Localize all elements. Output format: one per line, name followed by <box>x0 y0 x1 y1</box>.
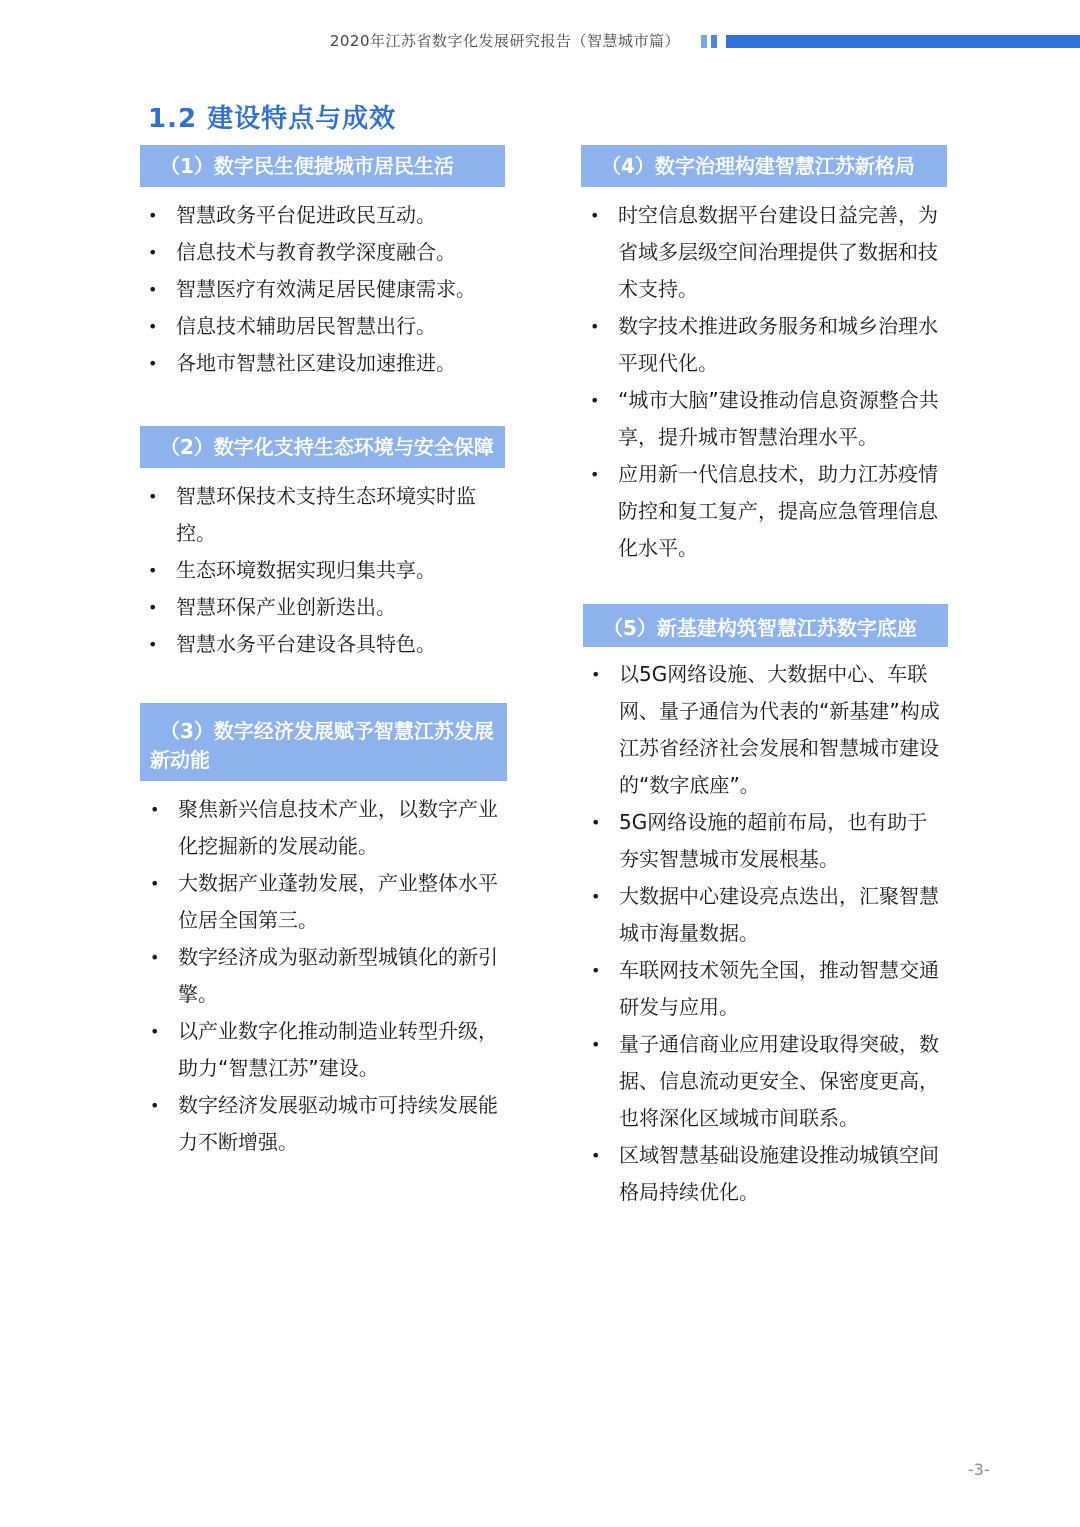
list-item: • 生态环境数据实现归集共享。 <box>148 552 500 589</box>
topic-box-1-list <box>148 197 498 382</box>
topic-box-5-heading-text: （5）新基建构筑智慧江苏数字底座 <box>603 616 917 640</box>
list-item: • 智慧环保技术支持生态环境实时监控。 <box>148 478 500 552</box>
list-item: • 智慧医疗有效满足居民健康需求。 <box>148 271 498 308</box>
list-item: • 智慧政务平台促进政民互动。 <box>148 197 498 234</box>
list-item: • 大数据产业蓬勃发展，产业整体水平位居全国第三。 <box>150 865 502 939</box>
topic-box-2-heading-text: （2）数字化支持生态环境与安全保障 <box>160 435 494 459</box>
topic-box-2-list <box>148 478 500 663</box>
list-item: • 智慧水务平台建设各具特色。 <box>148 626 500 663</box>
list-item: • 应用新一代信息技术，助力江苏疫情防控和复工复产，提高应急管理信息化水平。 <box>590 456 942 567</box>
list-item: • 信息技术与教育教学深度融合。 <box>148 234 498 271</box>
topic-box-5-list <box>591 656 943 1211</box>
topic-box-4-heading-text: （4）数字治理构建智慧江苏新格局 <box>601 154 915 178</box>
list-item: • 5G网络设施的超前布局，也有助于夯实智慧城市发展根基。 <box>591 804 943 878</box>
list-item: • 以产业数字化推动制造业转型升级，助力“智慧江苏”建设。 <box>150 1013 502 1087</box>
list-item: • 车联网技术领先全国，推动智慧交通研发与应用。 <box>591 952 943 1026</box>
list-item: • 数字经济成为驱动新型城镇化的新引擎。 <box>150 939 502 1013</box>
list-item: • 信息技术辅助居民智慧出行。 <box>148 308 498 345</box>
list-item: • 时空信息数据平台建设日益完善，为省域多层级空间治理提供了数据和技术支持。 <box>590 197 942 308</box>
list-item: • 智慧环保产业创新迭出。 <box>148 589 500 626</box>
list-item: • 各地市智慧社区建设加速推进。 <box>148 345 498 382</box>
list-item: • 量子通信商业应用建设取得突破，数据、信息流动更安全、保密度更高，也将深化区域城市间联系。 <box>591 1026 943 1137</box>
topic-box-1-heading <box>140 145 505 187</box>
topic-box-2-heading <box>140 426 505 468</box>
topic-box-3-list <box>150 791 502 1161</box>
header-accent-bar-small <box>701 35 707 48</box>
list-item: • 数字经济发展驱动城市可持续发展能力不断增强。 <box>150 1087 502 1161</box>
list-item: • 数字技术推进政务服务和城乡治理水平现代化。 <box>590 308 942 382</box>
list-item: • 区域智慧基础设施建设推动城镇空间格局持续优化。 <box>591 1137 943 1211</box>
list-item: • 大数据中心建设亮点迭出，汇聚智慧城市海量数据。 <box>591 878 943 952</box>
topic-box-5-heading <box>583 604 948 647</box>
list-item: • “城市大脑”建设推动信息资源整合共享，提升城市智慧治理水平。 <box>590 382 942 456</box>
topic-box-3-heading-line1: （3）数字经济发展赋予智慧江苏发展 <box>160 719 494 743</box>
topic-box-4-heading <box>581 145 947 187</box>
topic-box-3-heading-line2: 新动能 <box>150 748 210 772</box>
report-header-title: 2020年江苏省数字化发展研究报告（智慧城市篇） <box>329 32 680 50</box>
topic-box-3-heading <box>140 703 507 781</box>
header-accent-bar-medium <box>711 35 717 48</box>
topic-box-1-heading-text: （1）数字民生便捷城市居民生活 <box>160 154 454 178</box>
topic-box-4-list <box>590 197 942 567</box>
list-item: • 以5G网络设施、大数据中心、车联网、量子通信为代表的“新基建”构成江苏省经济社会发展和智慧城市建设的“数字底座”。 <box>591 656 943 804</box>
section-title: 1.2 建设特点与成效 <box>148 104 397 134</box>
list-item: • 聚焦新兴信息技术产业，以数字产业化挖掘新的发展动能。 <box>150 791 502 865</box>
header-accent-bar-long <box>726 35 1080 48</box>
page-number: -3- <box>968 1460 990 1479</box>
